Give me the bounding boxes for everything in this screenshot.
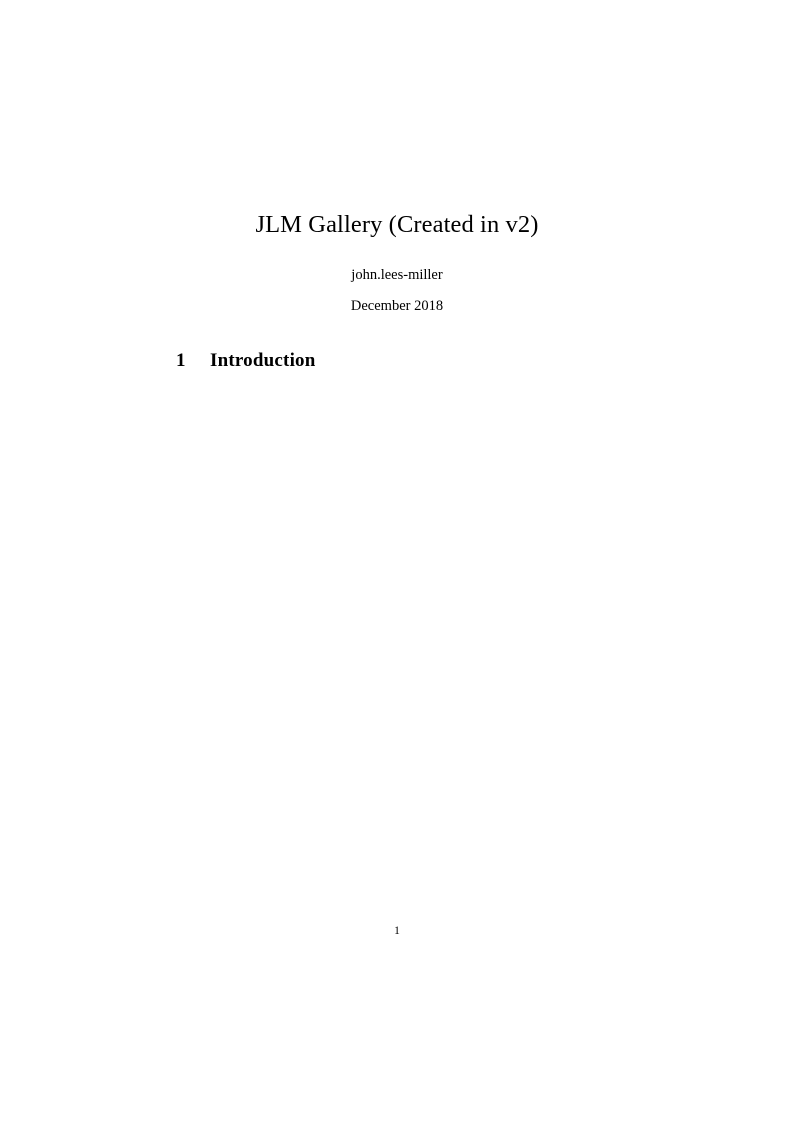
document-date: December 2018 (350, 298, 444, 314)
document-author: john.lees-miller (351, 267, 443, 283)
section-title: Introduction (210, 350, 316, 371)
page-number: 1 (394, 925, 400, 937)
section-number: 1 (176, 350, 186, 371)
page-title: JLM Gallery (Created in v2) (255, 211, 539, 238)
section-heading-introduction (176, 350, 316, 372)
